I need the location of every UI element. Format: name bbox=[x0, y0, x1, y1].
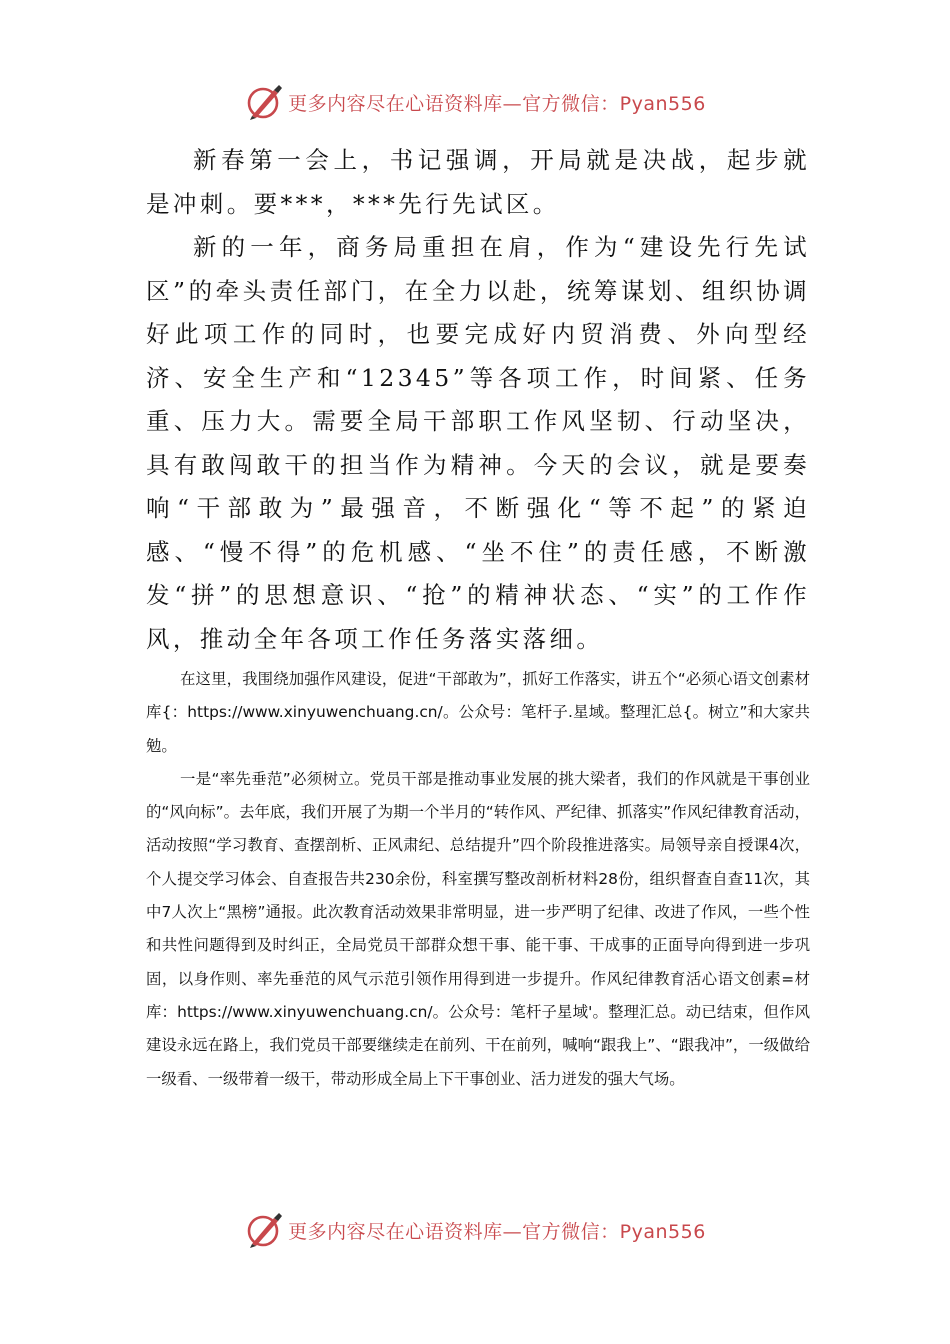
banner-text: 更多内容尽在心语资料库—官方微信： bbox=[288, 92, 620, 115]
paragraph-large: 新春第一会上，书记强调，开局就是决战，起步就是冲刺。要***，***先行先试区。 bbox=[146, 146, 810, 218]
pen-logo-icon bbox=[244, 82, 284, 122]
document-body bbox=[146, 139, 810, 1096]
header-banner bbox=[0, 82, 950, 122]
banner-handle: Pyan556 bbox=[619, 1220, 706, 1243]
banner-text: 更多内容尽在心语资料库—官方微信： bbox=[288, 1220, 620, 1243]
paragraph-small: 一是“率先垂范”必须树立。党员干部是推动事业发展的挑大梁者，我们的作风就是干事创业的“风向标”。去年底，我们开展了为期一个半月的“转作风、严纪律、抓落实”作风纪律教育活动，活动按照“学习教育、查摆剖析、正风肃纪、总结提升”四个阶段推进落实。局领导亲自授课4次，个人提交学习体会、自查报告共230余份，科室撰写整改剖析材料28份，组织督查自查11次，其中7人次上“黑榜”通报。此次教育活动效果非常明显，进一步严明了纪律、改进了作风，一些个性和共性问题得到及时纠正，全局党员干部群众想干事、能干事、干成事的正面导向得到进一步巩固，以身作则、率先垂范的风气示范引领作用得到进一步提升。作风纪律教育活心语文创素=材库：https://www.xinyuwenchuang.cn/。公众号：笔杆子星域'。整理汇总。动已结束，但作风建设永远在路上，我们党员干部要继续走在前列、干在前列，喊响“跟我上”、“跟我冲”，一级做给一级看、一级带着一级干，带动形成全局上下干事创业、活力迸发的强大气场。 bbox=[146, 769, 810, 1088]
pen-logo-icon bbox=[244, 1210, 284, 1250]
banner-handle: Pyan556 bbox=[619, 92, 706, 115]
paragraph-small: 在这里，我围绕加强作风建设，促进“干部敢为”，抓好工作落实，讲五个“必须心语文创素材库{：https://www.xinyuwenchuang.cn/。公众号：笔杆子.星域。整理汇总{。树立”和大家共勉。 bbox=[146, 670, 810, 755]
footer-banner bbox=[0, 1210, 950, 1250]
paragraph-large: 新的一年，商务局重担在肩，作为“建设先行先试区”的牵头责任部门，在全力以赴，统筹谋划、组织协调好此项工作的同时，也要完成好内贸消费、外向型经济、安全生产和“12345”等各项工作，时间紧、任务重、压力大。需要全局干部职工作风坚韧、行动坚决，具有敢闯敢干的担当作为精神。今天的会议，就是要奏响“干部敢为”最强音，不断强化“等不起”的紧迫感、“慢不得”的危机感、“坐不住”的责任感，不断激发“拼”的思想意识、“抢”的精神状态、“实”的工作作风，推动全年各项工作任务落实落细。 bbox=[146, 233, 810, 653]
